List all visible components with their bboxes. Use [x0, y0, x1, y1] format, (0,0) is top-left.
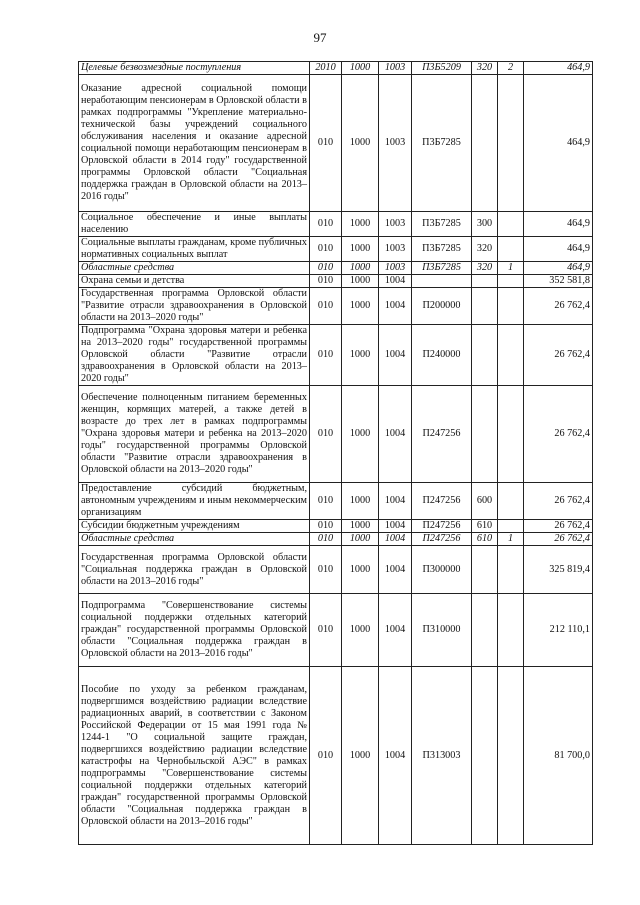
row-target-article [412, 275, 472, 288]
row-expense-type [472, 594, 498, 667]
row-ministry-code: 010 [310, 75, 342, 212]
table-row [79, 386, 593, 483]
row-expense-type: 610 [472, 520, 498, 533]
table-row [79, 237, 593, 262]
row-target-article: П200000 [412, 288, 472, 325]
row-subsection-code: 1004 [379, 386, 412, 483]
row-section-code: 1000 [342, 483, 379, 520]
row-amount: 212 110,1 [524, 594, 593, 667]
row-subsection-code: 1003 [379, 62, 412, 75]
row-subsection-code: 1004 [379, 325, 412, 386]
row-expense-type [472, 546, 498, 594]
table-row [79, 483, 593, 520]
row-amount: 464,9 [524, 75, 593, 212]
row-target-article: П3Б7285 [412, 75, 472, 212]
row-subsection-code: 1004 [379, 288, 412, 325]
row-target-article: П3Б7285 [412, 237, 472, 262]
table-row [79, 520, 593, 533]
row-name: Субсидии бюджетным учреждениям [79, 520, 310, 533]
row-name: Государственная программа Орловской области "Социальная поддержка граждан в Орловской области на 2013–2016 годы" [79, 546, 310, 594]
row-expense-type [472, 386, 498, 483]
row-funding-code [498, 594, 524, 667]
row-name: Оказание адресной социальной помощи неработающим пенсионерам в Орловской области в рамках подпрограммы "Укрепление материально-технической базы учреждений социального обслуживания населения и оказание адресной социальной помощи неработающим пенсионерам в Орловской области в 2014 году" государственной программы Орловской области "Социальная поддержка граждан в Орловской области на 2013–2016 годы" [79, 75, 310, 212]
row-funding-code: 1 [498, 533, 524, 546]
row-section-code: 1000 [342, 594, 379, 667]
row-ministry-code: 010 [310, 212, 342, 237]
row-amount: 464,9 [524, 262, 593, 275]
row-ministry-code: 010 [310, 237, 342, 262]
row-section-code: 1000 [342, 62, 379, 75]
row-funding-code [498, 546, 524, 594]
row-name: Подпрограмма "Охрана здоровья матери и ребенка на 2013–2020 годы" государственной программы Орловской области "Развитие отрасли здравоохранения в Орловской области на 2013–2020 годы" [79, 325, 310, 386]
table-row [79, 533, 593, 546]
table-row [79, 667, 593, 845]
row-amount: 352 581,8 [524, 275, 593, 288]
row-name: Социальные выплаты гражданам, кроме публичных нормативных социальных выплат [79, 237, 310, 262]
row-ministry-code: 010 [310, 546, 342, 594]
row-funding-code [498, 325, 524, 386]
row-section-code: 1000 [342, 520, 379, 533]
table-row [79, 62, 593, 75]
row-amount: 26 762,4 [524, 325, 593, 386]
row-name: Предоставление субсидий бюджетным, автономным учреждениям и иным некоммерческим организациям [79, 483, 310, 520]
row-subsection-code: 1004 [379, 275, 412, 288]
row-target-article: П247256 [412, 483, 472, 520]
table-row [79, 288, 593, 325]
row-amount: 81 700,0 [524, 667, 593, 845]
row-ministry-code: 010 [310, 520, 342, 533]
table-row [79, 546, 593, 594]
row-subsection-code: 1004 [379, 546, 412, 594]
row-funding-code: 1 [498, 262, 524, 275]
row-expense-type [472, 75, 498, 212]
row-expense-type: 600 [472, 483, 498, 520]
row-subsection-code: 1003 [379, 75, 412, 212]
row-section-code: 1000 [342, 262, 379, 275]
row-section-code: 1000 [342, 212, 379, 237]
row-name: Областные средства [79, 262, 310, 275]
row-expense-type: 610 [472, 533, 498, 546]
row-funding-code [498, 386, 524, 483]
row-expense-type [472, 667, 498, 845]
row-subsection-code: 1004 [379, 533, 412, 546]
row-target-article: П3Б5209 [412, 62, 472, 75]
row-amount: 325 819,4 [524, 546, 593, 594]
row-ministry-code: 010 [310, 262, 342, 275]
row-section-code: 1000 [342, 533, 379, 546]
row-amount: 464,9 [524, 237, 593, 262]
row-section-code: 1000 [342, 325, 379, 386]
row-amount: 26 762,4 [524, 288, 593, 325]
row-target-article: П3Б7285 [412, 212, 472, 237]
row-section-code: 1000 [342, 386, 379, 483]
row-funding-code: 2 [498, 62, 524, 75]
row-ministry-code: 010 [310, 386, 342, 483]
row-ministry-code: 010 [310, 594, 342, 667]
row-subsection-code: 1004 [379, 667, 412, 845]
row-target-article: П313003 [412, 667, 472, 845]
row-expense-type: 320 [472, 262, 498, 275]
table-row [79, 75, 593, 212]
row-name: Пособие по уходу за ребенком гражданам, подвергшимся воздействию радиации вследствие радиационных аварий, в соответствии с Законом Российской Федерации от 15 мая 1991 года № 1244-1 "О социальной защите граждан, подвергшихся воздействию радиации вследствие катастрофы на Чернобыльской АЭС" в рамках подпрограммы "Совершенствование системы социальной поддержки отдельных категорий граждан" государственной программы Орловской области "Социальная поддержка граждан в Орловской области на 2013–2016 годы" [79, 667, 310, 845]
row-name: Обеспечение полноценным питанием беременных женщин, кормящих матерей, а также детей в возрасте до трех лет в рамках подпрограммы "Охрана здоровья матери и ребенка на 2013–2020 годы" государственной программы Орловской области "Развитие отрасли здравоохранения в Орловской области на 2013–2020 годы" [79, 386, 310, 483]
row-funding-code [498, 75, 524, 212]
row-expense-type: 300 [472, 212, 498, 237]
row-name: Охрана семьи и детства [79, 275, 310, 288]
row-ministry-code: 010 [310, 667, 342, 845]
row-subsection-code: 1004 [379, 483, 412, 520]
row-target-article: П300000 [412, 546, 472, 594]
table-row [79, 212, 593, 237]
row-section-code: 1000 [342, 546, 379, 594]
row-funding-code [498, 288, 524, 325]
table-row [79, 594, 593, 667]
row-section-code: 1000 [342, 288, 379, 325]
row-ministry-code: 010 [310, 533, 342, 546]
row-subsection-code: 1003 [379, 262, 412, 275]
row-section-code: 1000 [342, 275, 379, 288]
row-section-code: 1000 [342, 667, 379, 845]
row-funding-code [498, 275, 524, 288]
row-expense-type: 320 [472, 237, 498, 262]
row-amount: 464,9 [524, 212, 593, 237]
table-row [79, 325, 593, 386]
row-subsection-code: 1003 [379, 237, 412, 262]
row-expense-type [472, 325, 498, 386]
row-funding-code [498, 520, 524, 533]
row-name: Социальное обеспечение и иные выплаты населению [79, 212, 310, 237]
row-target-article: П310000 [412, 594, 472, 667]
row-name: Подпрограмма "Совершенствование системы социальной поддержки отдельных категорий граждан" государственной программы Орловской области "Социальная поддержка граждан в Орловской области на 2013–2016 годы" [79, 594, 310, 667]
row-ministry-code: 010 [310, 325, 342, 386]
row-funding-code [498, 237, 524, 262]
row-expense-type: 320 [472, 62, 498, 75]
row-section-code: 1000 [342, 75, 379, 212]
row-amount: 26 762,4 [524, 386, 593, 483]
row-amount: 464,9 [524, 62, 593, 75]
table-row [79, 275, 593, 288]
page-number: 97 [313, 30, 327, 45]
row-funding-code [498, 483, 524, 520]
row-amount: 26 762,4 [524, 520, 593, 533]
table-body [79, 62, 593, 845]
row-name: Целевые безвозмездные поступления [79, 62, 310, 75]
row-name: Областные средства [79, 533, 310, 546]
row-ministry-code: 2010 [310, 62, 342, 75]
row-target-article: П240000 [412, 325, 472, 386]
row-subsection-code: 1003 [379, 212, 412, 237]
row-target-article: П247256 [412, 533, 472, 546]
row-funding-code [498, 212, 524, 237]
row-target-article: П3Б7285 [412, 262, 472, 275]
row-funding-code [498, 667, 524, 845]
row-amount: 26 762,4 [524, 483, 593, 520]
table-row [79, 262, 593, 275]
row-subsection-code: 1004 [379, 520, 412, 533]
row-subsection-code: 1004 [379, 594, 412, 667]
row-ministry-code: 010 [310, 288, 342, 325]
row-target-article: П247256 [412, 520, 472, 533]
row-expense-type [472, 288, 498, 325]
row-ministry-code: 010 [310, 275, 342, 288]
row-expense-type [472, 275, 498, 288]
row-section-code: 1000 [342, 237, 379, 262]
row-target-article: П247256 [412, 386, 472, 483]
row-ministry-code: 010 [310, 483, 342, 520]
row-name: Государственная программа Орловской области "Развитие отрасли здравоохранения в Орловской области на 2013–2020 годы" [79, 288, 310, 325]
budget-table [78, 61, 593, 845]
row-amount: 26 762,4 [524, 533, 593, 546]
